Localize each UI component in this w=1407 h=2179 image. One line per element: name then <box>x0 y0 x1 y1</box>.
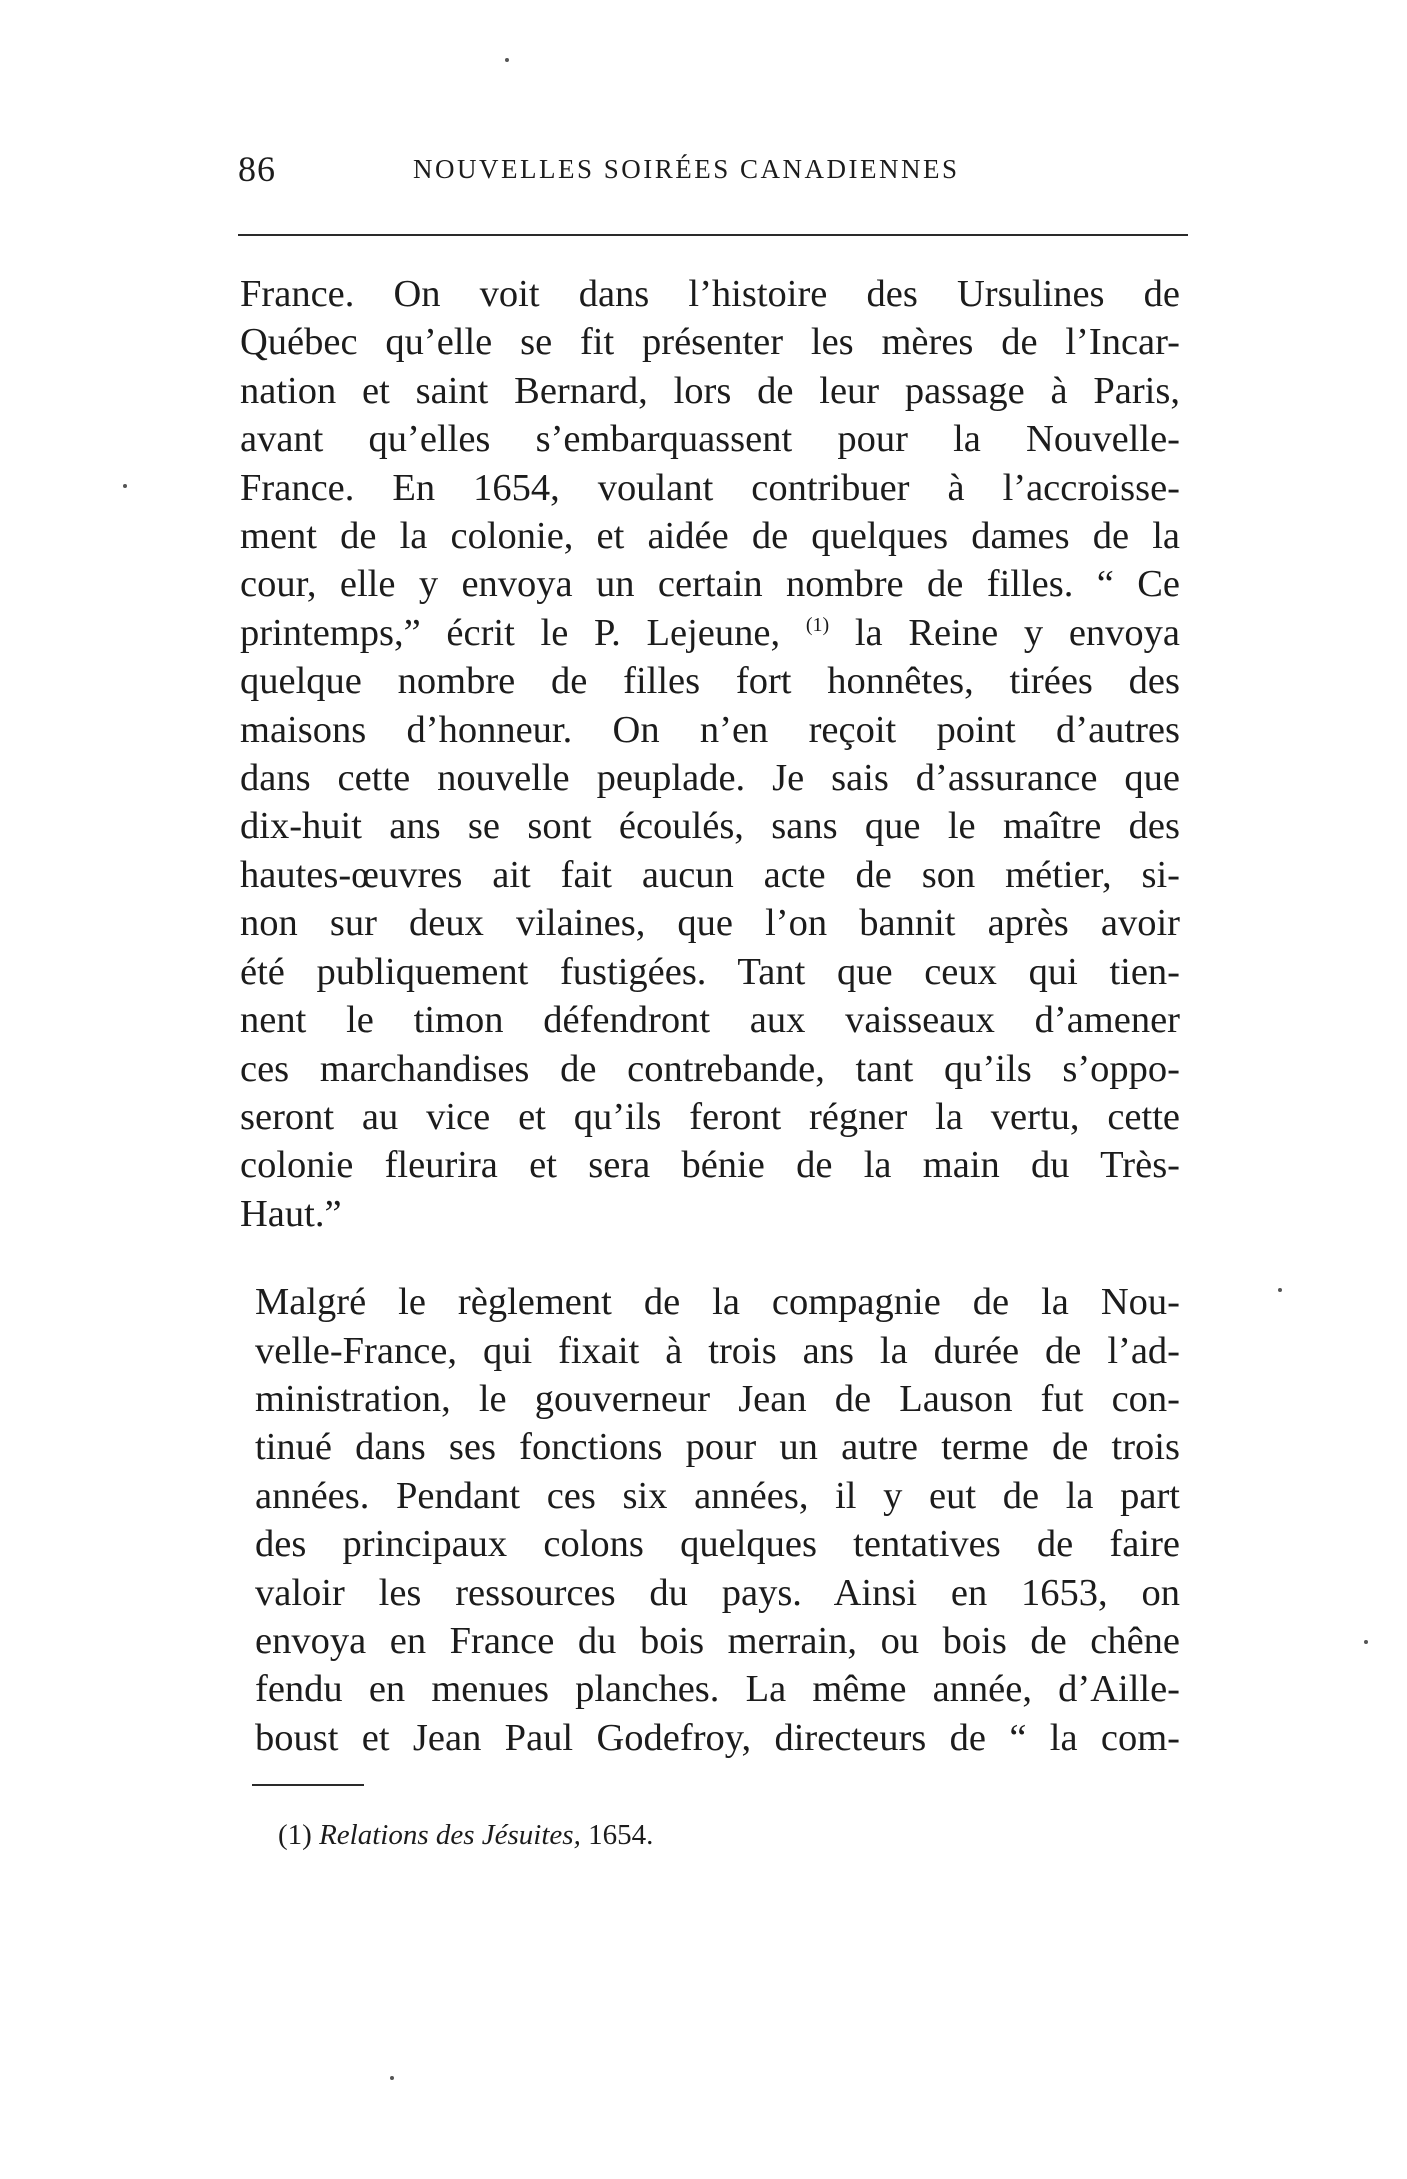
header-rule <box>238 234 1188 236</box>
text-line: hautes-œuvres ait fait aucun acte de son métier, si- <box>240 853 1180 896</box>
text-line: maisons d’honneur. On n’en reçoit point d’autres <box>240 708 1180 751</box>
text-line: nent le timon défendront aux vaisseaux d’amener <box>240 999 1180 1042</box>
text-line: fendu en menues planches. La même année, d’Aille- <box>255 1668 1180 1711</box>
footnote-marker: (1) <box>278 1819 312 1851</box>
paper-speck <box>1278 1288 1282 1292</box>
text-line: colonie fleurira et sera bénie de la main du Très- <box>240 1144 1180 1187</box>
text-line: dans cette nouvelle peuplade. Je sais d’assurance que <box>240 757 1180 800</box>
text-line: avant qu’elles s’embarquassent pour la Nouvelle- <box>240 418 1180 461</box>
text-line: boust et Jean Paul Godefroy, directeurs de “ la com- <box>255 1716 1180 1759</box>
text-line: quelque nombre de filles fort honnêtes, tirées des <box>240 660 1180 703</box>
text-line: années. Pendant ces six années, il y eut de la part <box>255 1474 1180 1517</box>
text-line: été publiquement fustigées. Tant que ceux qui tien- <box>240 950 1180 993</box>
page-number: 86 <box>238 149 276 189</box>
text-line: seront au vice et qu’ils feront régner la vertu, cette <box>240 1095 1180 1138</box>
running-title: NOUVELLES SOIRÉES CANADIENNES <box>413 154 960 184</box>
text-line: cour, elle y envoya un certain nombre de filles. “ Ce <box>240 563 1180 606</box>
footnote-year: 1654. <box>588 1819 654 1851</box>
text-line: velle-France, qui fixait à trois ans la durée de l’ad- <box>255 1329 1180 1372</box>
text-line-with-footnote-ref <box>240 609 1180 657</box>
paper-speck <box>390 2076 394 2080</box>
text-line: ment de la colonie, et aidée de quelques dames de la <box>240 515 1180 558</box>
text-line: France. On voit dans l’histoire des Ursulines de <box>240 273 1180 315</box>
paragraph-2 <box>240 1278 1180 1762</box>
text-line: envoya en France du bois merrain, ou bois de chêne <box>255 1619 1180 1662</box>
text-line: Malgré le règlement de la compagnie de la Nou- <box>255 1281 1180 1324</box>
text-fragment: printemps,” écrit le P. Lejeune, <box>240 611 781 654</box>
text-line: dix-huit ans se sont écoulés, sans que le maître des <box>240 805 1180 848</box>
footnote-reference: (1) <box>805 614 830 637</box>
text-line: ministration, le gouverneur Jean de Lauson fut con- <box>255 1377 1180 1420</box>
text-line: non sur deux vilaines, que l’on bannit après avoir <box>240 902 1180 945</box>
text-fragment: la Reine y envoya <box>854 611 1181 654</box>
text-line: Haut.” <box>240 1192 342 1235</box>
page-header <box>238 148 1188 198</box>
text-line: tinué dans ses fonctions pour un autre terme de trois <box>255 1426 1180 1469</box>
paragraph-1 <box>240 270 1180 1238</box>
text-line: Québec qu’elle se fit présenter les mères de l’Incar- <box>240 321 1180 364</box>
paper-speck <box>123 484 127 488</box>
text-line: nation et saint Bernard, lors de leur passage à Paris, <box>240 369 1180 412</box>
footnote <box>278 1819 653 1852</box>
body-text <box>240 270 1180 1762</box>
text-line: France. En 1654, voulant contribuer à l’accroisse- <box>240 466 1180 509</box>
footnote-title: Relations des Jésuites, <box>319 1819 581 1851</box>
text-line: ces marchandises de contrebande, tant qu’ils s’oppo- <box>240 1047 1180 1090</box>
text-line: valoir les ressources du pays. Ainsi en 1653, on <box>255 1571 1180 1614</box>
paper-speck <box>1364 1640 1368 1644</box>
text-line: des principaux colons quelques tentatives de faire <box>255 1523 1180 1566</box>
paper-speck <box>505 58 509 62</box>
footnote-rule <box>252 1784 364 1786</box>
